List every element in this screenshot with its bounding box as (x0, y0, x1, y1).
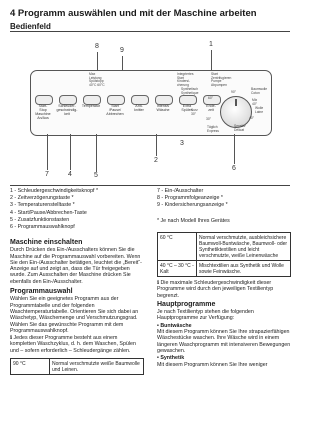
paragraph-synthetic: Mit diesem Programm können Sie Ihre weniger (157, 361, 268, 368)
table-cell-temp: 40 °C – 30 °C - Kalt (158, 261, 197, 277)
knob-temp-40: 40° (249, 116, 254, 120)
paragraph-main-programs: Je nach Textilientyp stehen die folgenden Hauptprogramme zur Verfügung: (157, 309, 254, 322)
callout-4: 4 (68, 171, 72, 178)
end-time-label: Ende- zeit (206, 104, 216, 112)
section-subtitle: Bedienfeld (10, 22, 51, 31)
paragraph-coloured: Mit diesem Programm können Sie Ihre strapazierfähigen Wäschestücke waschen. Ihre Wäsche wird in einem längeren Waschprogramm mit intensiveren Bewegungen gewaschen. (157, 329, 291, 354)
right-indicators-label: Integriertes Start Kindersi- cherung (177, 72, 194, 87)
legend-item-3: 3 - Temperaturenstelltaste * (10, 202, 75, 209)
callout-6: 6 (232, 165, 236, 172)
callout-line-4 (70, 134, 71, 170)
bullet-synthetic: • Synthetik (157, 355, 185, 362)
legend-item-1: 1 - Schleudergeschwindigkeitsknopf * (10, 188, 99, 194)
knob-label-mix: Mix 40° (252, 98, 258, 106)
heading-program-selection: Programmauswahl (10, 288, 73, 296)
knob-label-quick: Kurz 30° (191, 108, 198, 116)
title-rule (10, 31, 290, 32)
knob-label-top: Start Zentrifugieren Pumpe Abpumpen (211, 72, 232, 87)
knob-label-cotton: Baumwolle Coton (251, 87, 268, 95)
callout-5: 5 (94, 172, 98, 179)
bullet-coloured: • Buntwäsche (157, 322, 192, 329)
legend-item-7: 7 - Ein-/Ausschalter (157, 188, 204, 194)
legend-item-8: 8 - Programmfolgeanzeige * (157, 195, 223, 202)
info-wash-cycle: ℹ Jedes dieser Programme besteht aus einem kompletten Waschzyklus, d. h. dem Waschen, Spülen und – sofern erforderlich – Schleudergänge zählen. (10, 335, 136, 354)
paragraph-program-selection: Wählen Sie ein geeignetes Programm aus der Programmtabelle und der folgenden Waschtemperaturtabelle. Orientieren Sie sich dabei an Wäschetyp, Wäschemenge und Verschmutzungsgrad. Wählen Sie das gewünschte Programm mit dem Programmauswahlknopf. (10, 296, 139, 334)
callout-1: 1 (209, 41, 213, 48)
start-pause-label: Start /Pause/ Abbrechen (106, 104, 124, 116)
knob-pointer (235, 99, 237, 106)
extra-rinse-label: Extra Spülen (181, 104, 193, 112)
knob-label-daily: Täglich Express (207, 125, 219, 133)
control-panel (30, 70, 272, 136)
callout-line-6 (234, 134, 235, 164)
legend-item-4: 4 - Start/Pause/Abbrechen-Taste (10, 209, 87, 216)
temperature-label: Temperatur (81, 104, 101, 108)
callout-line-5 (96, 134, 97, 172)
legend-right (157, 188, 292, 210)
table-cell-desc: Normal verschmutzte, ausbleichsichere Baumwoll-Buntwäsche, Baumwoll- oder Synthetiktextilien und leicht verschmutzte, weiße Leinenwäsche (197, 233, 291, 261)
legend-note: * Je nach Modell Ihres Gerätes (157, 218, 230, 224)
callout-line-7 (47, 134, 48, 170)
intensive-wash-label: Intensiv Wäsche (156, 104, 170, 112)
top-indicators-label: Max Leistung Spülstopp 40°C 60°C (89, 72, 105, 87)
page-title: 4 Programm auswählen und mit der Maschine arbeiten (10, 8, 257, 19)
legend-rule (10, 185, 290, 186)
table-row (11, 359, 144, 375)
anti-crease-label: Anti- knitter (134, 104, 144, 112)
knob-temp-60: 60° (208, 96, 213, 100)
legend-item-9: 9 - Kindersicherungsanzeige * (157, 202, 228, 209)
left-column (10, 240, 144, 375)
paragraph-switch-on: Durch Drücken des Ein-/Ausschalters können Sie die Maschine auf die Programmauswahl vorbereiten. Wenn Sie den Ein-/Ausschalter betätigen, leuchtet die „Bereit“-Anzeige auf und zeigt an, dass die Tür freigegeben wurde. Zum Ausschalten der Maschine drücken Sie ebenfalls den Ein-/Ausschalter. (10, 247, 142, 285)
temp-table-right (157, 232, 291, 277)
spin-speed-label: Schleuder- geschwindig- keit (56, 104, 78, 116)
callout-line-2 (156, 134, 157, 156)
callout-2: 2 (154, 157, 158, 164)
legend-item-2: 2 - Zeitverzögerungstaste * (10, 195, 74, 202)
table-row (158, 233, 291, 261)
heading-main-programs: Hauptprogramme (157, 300, 216, 308)
knob-label-wool: Wolle Laine (255, 106, 264, 114)
table-cell-temp: 60 °C (158, 233, 197, 261)
table-row (158, 261, 291, 277)
right-column (157, 232, 291, 369)
legend-item-6: 6 - Programmauswahlknopf (10, 224, 75, 231)
knob-label-sensitive: Sensitiv Délicat (234, 124, 246, 132)
temp-table-left (10, 358, 144, 375)
on-off-label: Start- Stop Maschine An/Aus (35, 104, 51, 120)
knob-temp-90: 90° (231, 90, 236, 94)
callout-3: 3 (180, 140, 184, 147)
heading-switch-on: Maschine einschalten (10, 239, 83, 246)
legend-left (10, 188, 150, 231)
table-cell-temp: 90 °C (11, 359, 50, 375)
knob-label-synthetic: Synthetisch Synthetique (181, 87, 199, 95)
knob-temp-30: 30° (206, 117, 211, 121)
table-cell-desc: Normal verschmutzte weiße Baumwolle und Leinen. (50, 359, 144, 375)
callout-9: 9 (120, 47, 124, 54)
info-max-spin: ℹ Die maximale Schleudergeschwindigkeit dieser Programme wird durch den jeweiligen Textilientyp begrenzt. (157, 280, 274, 299)
callout-7: 7 (45, 171, 49, 178)
table-cell-desc: Mischtextilien aus Synthetik und Wolle sowie Feinwäsche. (197, 261, 291, 277)
callout-8: 8 (95, 43, 99, 50)
legend-item-5: 5 - Zusatzfunktionstasten (10, 216, 70, 223)
